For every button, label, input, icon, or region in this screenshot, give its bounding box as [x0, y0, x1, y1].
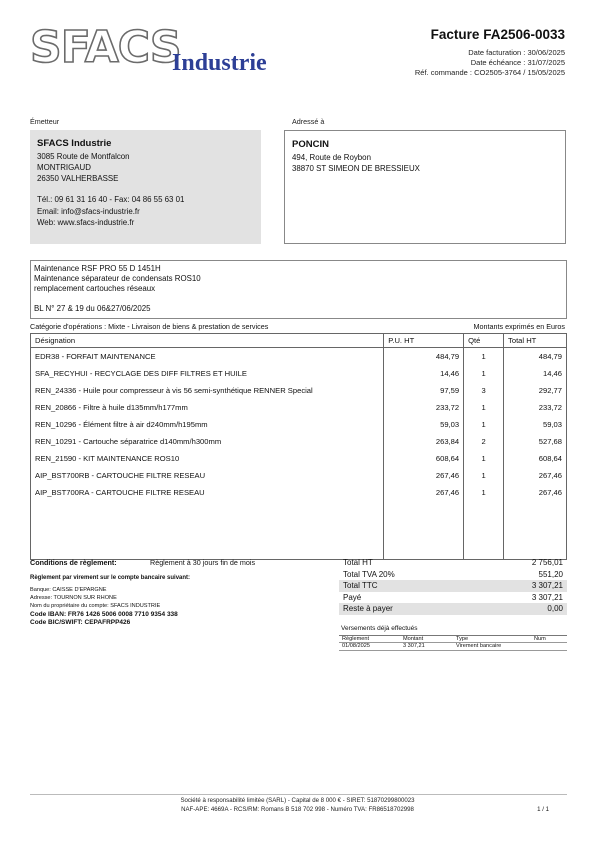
- account-owner: Nom du propriétaire du compte: SFACS INDUSTRIE: [30, 603, 161, 609]
- page-number: 1 / 1: [537, 806, 549, 813]
- emetteur-label: Émetteur: [30, 117, 60, 126]
- invoice-title: Facture FA2506-0033: [430, 27, 565, 42]
- table-row: [31, 450, 567, 467]
- emetteur-web[interactable]: Web: www.sfacs-industrie.fr: [37, 218, 135, 227]
- emetteur-address-2: MONTRIGAUD: [37, 163, 91, 172]
- designation-cell: REN_10291 - Cartouche séparatrice d140mm/h300mm: [31, 433, 384, 450]
- emetteur-tel: Tél.: 09 61 31 16 40 - Fax: 04 86 55 63 01: [37, 195, 185, 204]
- total-value: 551,20: [538, 569, 563, 579]
- total-ht-cell: 484,79: [504, 348, 567, 366]
- total-value: 0,00: [547, 604, 563, 613]
- pu-ht-cell: 267,46: [384, 467, 464, 484]
- pu-ht-cell: 263,84: [384, 433, 464, 450]
- header-pu-ht: P.U. HT: [384, 334, 464, 348]
- qte-cell: 1: [464, 399, 504, 416]
- emetteur-name: SFACS Industrie: [37, 138, 112, 149]
- conditions-label: Conditions de règlement:: [30, 558, 117, 567]
- payments-header-num: Num: [534, 636, 546, 642]
- total-value: 2 756,01: [531, 558, 563, 567]
- emetteur-address-3: 26350 VALHERBASSE: [37, 174, 119, 183]
- total-ht-cell: 267,46: [504, 467, 567, 484]
- qte-cell: 1: [464, 484, 504, 501]
- description-bl: BL N° 27 & 19 du 06&27/06/2025: [34, 304, 151, 313]
- designation-cell: SFA_RECYHUI - RECYCLAGE DES DIFF FILTRES ET HUILE: [31, 365, 384, 382]
- table-row: [31, 348, 567, 366]
- total-row: [339, 569, 567, 581]
- logo-industrie: Industrie: [172, 50, 267, 76]
- ref-commande: Réf. commande : CO2505-3764 / 15/05/2025: [414, 68, 565, 77]
- destinataire-address-1: 494, Route de Roybon: [292, 153, 371, 162]
- designation-cell: EDR38 - FORFAIT MAINTENANCE: [31, 348, 384, 366]
- totals-block: [339, 557, 567, 615]
- bank-address: Adresse: TOURNON SUR RHONE: [30, 595, 117, 601]
- total-label: Payé: [343, 592, 362, 602]
- total-label: Total TTC: [343, 581, 378, 590]
- total-row: [339, 603, 567, 615]
- empty-cell: [464, 501, 504, 560]
- table-filler-row: [31, 501, 567, 560]
- total-ht-cell: 233,72: [504, 399, 567, 416]
- total-ht-cell: 608,64: [504, 450, 567, 467]
- category-note: Catégorie d'opérations : Mixte - Livraison de biens & prestation de services: [30, 322, 269, 331]
- emetteur-email[interactable]: Email: info@sfacs-industrie.fr: [37, 207, 140, 216]
- table-row: [31, 433, 567, 450]
- empty-cell: [31, 501, 384, 560]
- destinataire-name: PONCIN: [292, 139, 329, 150]
- total-label: Total HT: [343, 558, 373, 567]
- total-ht-cell: 59,03: [504, 416, 567, 433]
- table-row: [31, 382, 567, 399]
- emetteur-address-1: 3085 Route de Montfalcon: [37, 152, 130, 161]
- pu-ht-cell: 59,03: [384, 416, 464, 433]
- qte-cell: 1: [464, 416, 504, 433]
- virement-label: Règlement par virement sur le compte bancaire suivant:: [30, 575, 191, 581]
- description-line-3: remplacement cartouches réseaux: [34, 284, 156, 293]
- header-total-ht: Total HT: [504, 334, 567, 348]
- table-row: [31, 467, 567, 484]
- payment-type: Virement bancaire: [456, 643, 502, 649]
- table-row: [31, 399, 567, 416]
- destinataire-address-2: 38870 ST SIMEON DE BRESSIEUX: [292, 164, 420, 173]
- table-row: [31, 365, 567, 382]
- total-label: Total TVA 20%: [343, 569, 395, 579]
- qte-cell: 1: [464, 365, 504, 382]
- qte-cell: 3: [464, 382, 504, 399]
- payments-title: Versements déjà effectués: [341, 625, 418, 632]
- designation-cell: REN_24336 - Huile pour compresseur à vis 56 semi-synthétique RENNER Special: [31, 382, 384, 399]
- description-box: [30, 260, 567, 319]
- iban: Code IBAN: FR76 1426 5006 0008 7710 9354 338: [30, 611, 178, 618]
- pu-ht-cell: 14,46: [384, 365, 464, 382]
- total-value: 3 307,21: [531, 592, 563, 602]
- header-designation: Désignation: [31, 334, 384, 348]
- destinataire-label: Adressé à: [292, 117, 325, 126]
- table-header-row: [31, 334, 567, 348]
- qte-cell: 1: [464, 467, 504, 484]
- footer-line-1: Société à responsabilité limitée (SARL) - Capital de 8 000 € - SIRET: 51870299800023: [180, 797, 415, 804]
- pu-ht-cell: 484,79: [384, 348, 464, 366]
- empty-cell: [384, 501, 464, 560]
- qte-cell: 1: [464, 348, 504, 366]
- items-table: [30, 333, 567, 560]
- total-ht-cell: 292,77: [504, 382, 567, 399]
- logo-sfacs: SFACS: [30, 22, 181, 73]
- empty-cell: [504, 501, 567, 560]
- pu-ht-cell: 267,46: [384, 484, 464, 501]
- pu-ht-cell: 97,59: [384, 382, 464, 399]
- designation-cell: REN_21590 - KIT MAINTENANCE ROS10: [31, 450, 384, 467]
- total-ht-cell: 14,46: [504, 365, 567, 382]
- payments-table: [339, 635, 567, 652]
- table-row: [31, 484, 567, 501]
- date-echeance: Date échéance : 31/07/2025: [470, 58, 565, 67]
- emetteur-box: [30, 130, 261, 244]
- qte-cell: 2: [464, 433, 504, 450]
- description-line-2: Maintenance séparateur de condensats ROS10: [34, 274, 201, 283]
- payments-header-type: Type: [456, 636, 469, 642]
- designation-cell: AIP_BST700RB - CARTOUCHE FILTRE RESEAU: [31, 467, 384, 484]
- destinataire-box: [284, 130, 566, 244]
- bank-name: Banque: CAISSE D'EPARGNE: [30, 587, 107, 593]
- qte-cell: 1: [464, 450, 504, 467]
- total-row: [339, 592, 567, 604]
- payments-header-montant: Montant: [403, 636, 424, 642]
- table-row: [31, 416, 567, 433]
- payment-date: 01/08/2025: [342, 643, 370, 649]
- total-row: [339, 557, 567, 569]
- footer-line-2: NAF-APE: 4669A - RCS/RM: Romans B 518 702 998 - Numéro TVA: FR86518702998: [181, 806, 414, 813]
- designation-cell: REN_20866 - Filtre à huile d135mm/h177mm: [31, 399, 384, 416]
- total-ht-cell: 267,46: [504, 484, 567, 501]
- header-qte: Qté: [464, 334, 504, 348]
- bic: Code BIC/SWIFT: CEPAFRPP426: [30, 619, 131, 626]
- payment-amount: 3 307,21: [403, 643, 425, 649]
- designation-cell: REN_10296 - Élément filtre à air d240mm/h195mm: [31, 416, 384, 433]
- conditions-value: Règlement à 30 jours fin de mois: [150, 558, 256, 567]
- description-line-1: Maintenance RSF PRO 55 D 1451H: [34, 264, 161, 273]
- total-label: Reste à payer: [343, 604, 393, 613]
- payments-header-reglement: Règlement: [342, 636, 370, 642]
- currency-note: Montants exprimés en Euros: [473, 322, 565, 331]
- pu-ht-cell: 608,64: [384, 450, 464, 467]
- items-body: [31, 348, 567, 560]
- total-value: 3 307,21: [531, 581, 563, 590]
- total-ht-cell: 527,68: [504, 433, 567, 450]
- total-row: [339, 580, 567, 592]
- designation-cell: AIP_BST700RA - CARTOUCHE FILTRE RESEAU: [31, 484, 384, 501]
- pu-ht-cell: 233,72: [384, 399, 464, 416]
- date-facturation: Date facturation : 30/06/2025: [468, 48, 565, 57]
